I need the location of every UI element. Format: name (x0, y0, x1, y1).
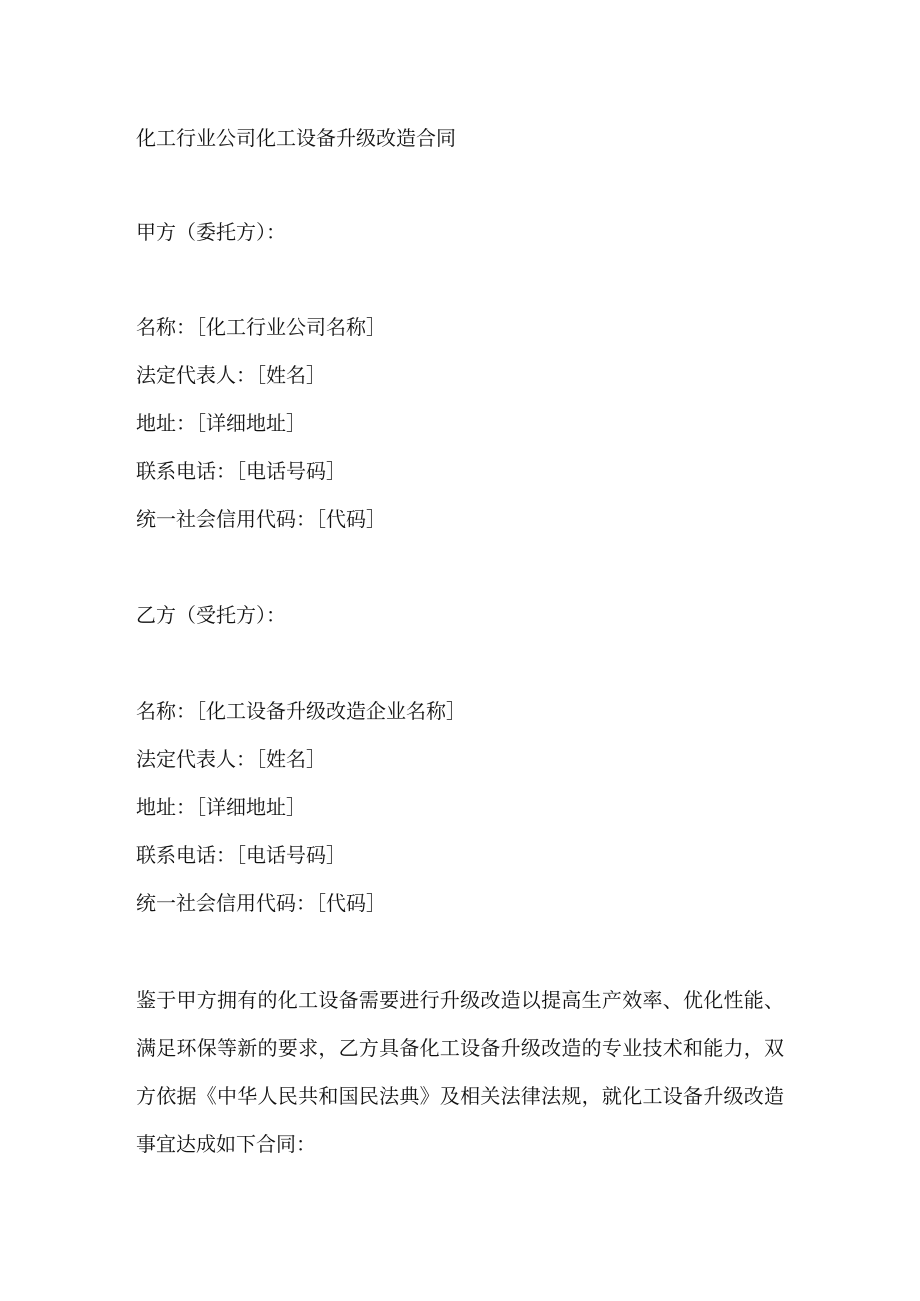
party-b-phone: 联系电话：［电话号码］ (136, 843, 346, 867)
party-b-legal-rep: 法定代表人：［姓名］ (136, 747, 326, 771)
party-a-phone: 联系电话：［电话号码］ (136, 459, 346, 483)
preamble-paragraph: 鉴于甲方拥有的化工设备需要进行升级改造以提高生产效率、优化性能、满足环保等新的要求，乙方具备化工设备升级改造的专业技术和能力，双方依据《中华人民共和国民法典》及相关法律法规，就化工设备升级改造事宜达成如下合同： (136, 988, 784, 1156)
party-a-heading: 甲方（委托方）： (136, 220, 286, 244)
party-a-address: 地址：［详细地址］ (136, 411, 306, 435)
party-b-address: 地址：［详细地址］ (136, 795, 306, 819)
party-b-credit-code: 统一社会信用代码：［代码］ (136, 891, 386, 915)
party-b-heading: 乙方（受托方）： (136, 603, 286, 627)
party-a-name: 名称：［化工行业公司名称］ (136, 315, 386, 339)
party-b-name: 名称：［化工设备升级改造企业名称］ (136, 699, 466, 723)
party-a-legal-rep: 法定代表人：［姓名］ (136, 363, 326, 387)
document-title: 化工行业公司化工设备升级改造合同 (136, 126, 456, 150)
party-a-credit-code: 统一社会信用代码：［代码］ (136, 507, 386, 531)
